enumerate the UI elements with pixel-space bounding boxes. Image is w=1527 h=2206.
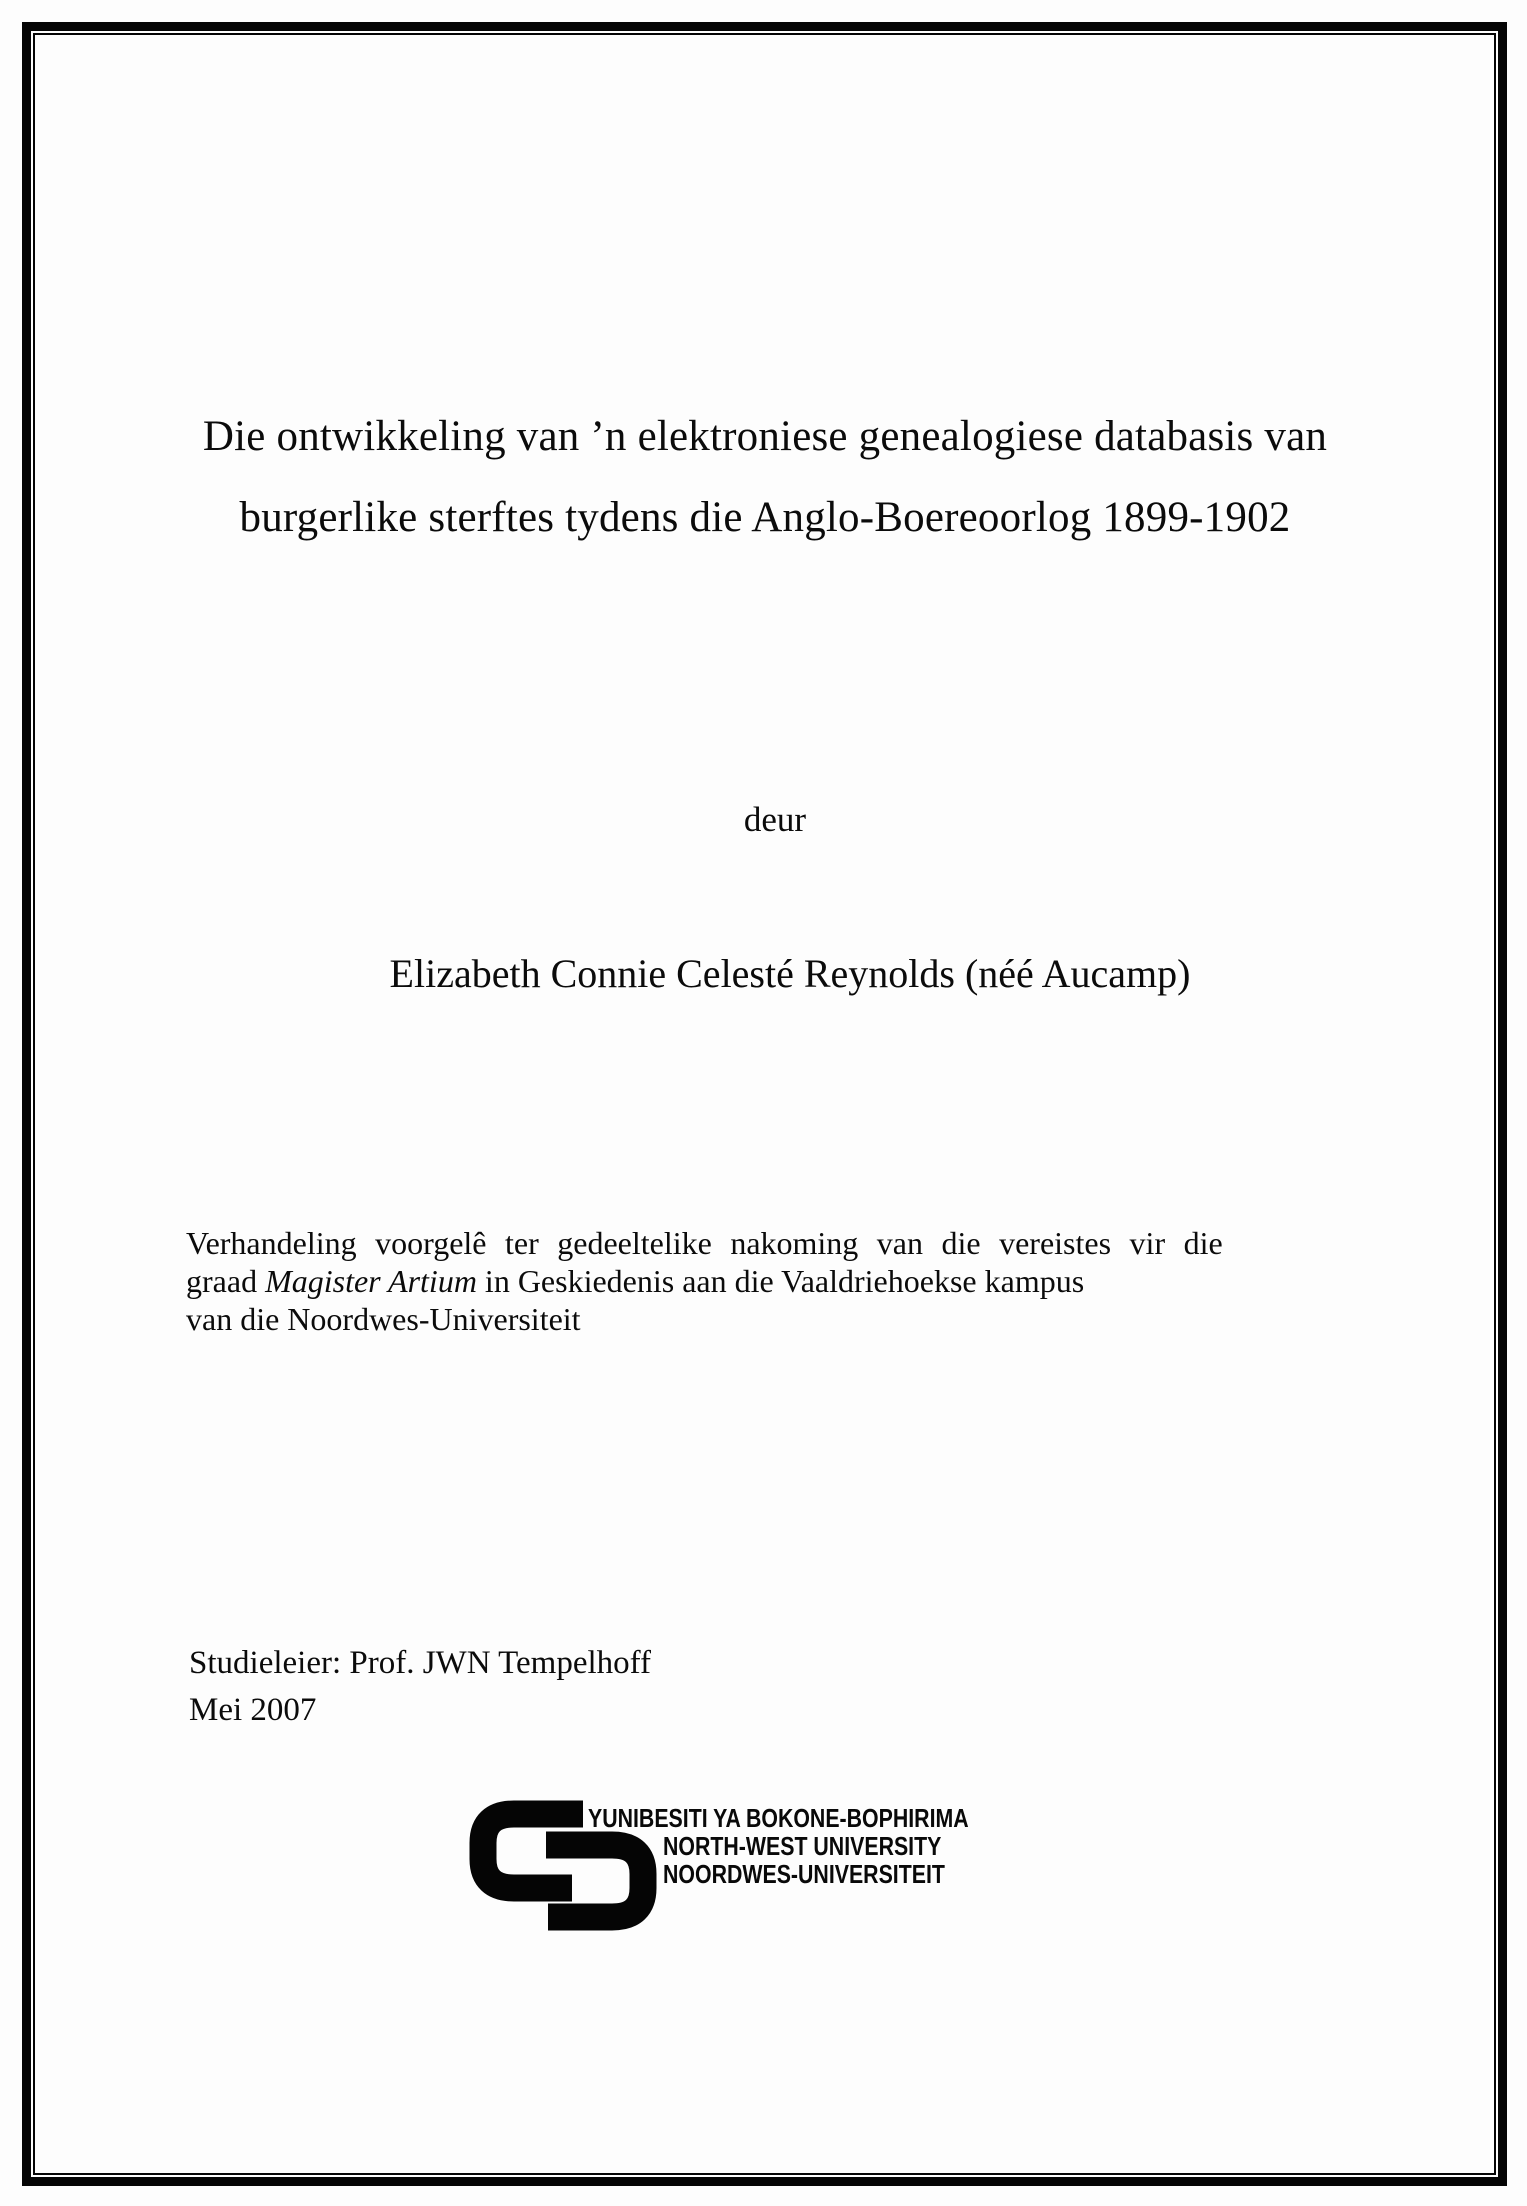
supervisor-line: Studieleier: Prof. JWN Tempelhoff (189, 1645, 652, 1681)
byline-label: deur (743, 800, 807, 839)
university-name-english: NORTH-WEST UNIVERSITY (663, 1831, 942, 1861)
university-name-setswana: YUNIBESITI YA BOKONE-BOPHIRIMA (588, 1803, 969, 1833)
degree-statement-line2 (186, 1262, 1336, 1300)
degree-statement (186, 1224, 1336, 1338)
degree-statement-line3: van die Noordwes-Universiteit (186, 1301, 581, 1337)
date-line: Mei 2007 (189, 1692, 317, 1728)
university-logo (468, 1796, 1128, 1956)
thesis-title-line2: burgerlike sterftes tydens die Anglo-Boereoorlog 1899-1902 (239, 494, 1291, 541)
university-logo-text (588, 1804, 1148, 1888)
degree-statement-line2-post: in Geskiedenis aan die Vaaldriehoekse kampus (476, 1263, 1085, 1299)
author-name: Elizabeth Connie Celesté Reynolds (néé Aucamp) (389, 951, 1191, 996)
degree-name-italic: Magister Artium (265, 1263, 477, 1299)
degree-statement-line1: Verhandeling voorgelê ter gedeeltelike nakoming van die vereistes vir die (186, 1225, 1223, 1261)
thesis-title-line1: Die ontwikkeling van ’n elektroniese genealogiese databasis van (202, 413, 1328, 460)
degree-statement-line2-pre: graad (186, 1263, 266, 1299)
university-name-afrikaans: NOORDWES-UNIVERSITEIT (663, 1859, 945, 1889)
thesis-title (110, 396, 1420, 558)
supervisor-block (189, 1640, 1089, 1734)
